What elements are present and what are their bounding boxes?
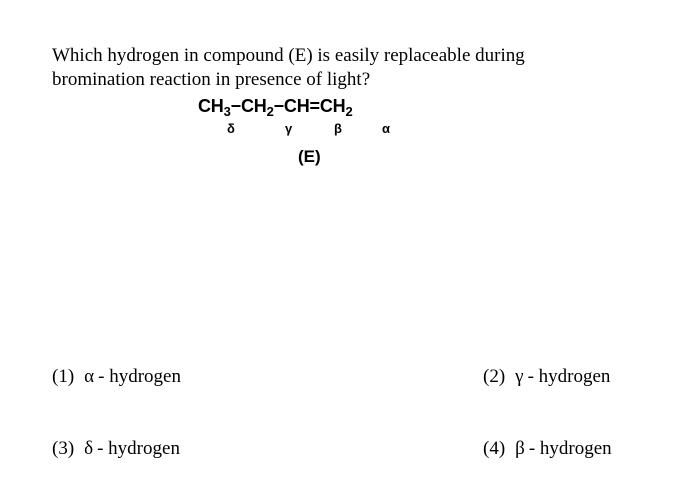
option-number: (3) [52, 438, 75, 459]
option-label: - hydrogen [528, 438, 612, 459]
option-3[interactable] [52, 438, 180, 460]
option-label: - hydrogen [527, 366, 611, 387]
option-1[interactable] [52, 366, 181, 388]
single-bond-1: − [230, 96, 241, 116]
beta-label: β [334, 121, 342, 136]
ch-group: CH [283, 96, 310, 116]
condensed-formula [198, 96, 352, 119]
option-label: - hydrogen [97, 438, 180, 459]
delta-label: δ [227, 121, 235, 136]
option-number: (2) [483, 366, 506, 387]
question-line-1: Which hydrogen in compound (E) is easily replaceable during [52, 45, 525, 66]
option-label: - hydrogen [98, 366, 181, 387]
double-bond: = [309, 96, 320, 116]
alpha-label: α [382, 121, 390, 136]
compound-e-structure [198, 96, 438, 176]
question-line-2: bromination reaction in presence of light? [52, 69, 371, 90]
option-4[interactable] [483, 438, 612, 460]
option-2[interactable] [483, 366, 610, 388]
single-bond-2: − [273, 96, 284, 116]
option-symbol: γ [515, 366, 524, 387]
option-symbol: α [84, 366, 95, 387]
option-symbol: β [515, 438, 525, 459]
compound-label: (E) [298, 147, 321, 166]
ch3-group: $CH_3$ [198, 96, 231, 119]
gamma-label: γ [285, 121, 293, 136]
ch2-group: $CH_2$ [240, 96, 274, 119]
question-text [52, 44, 612, 92]
terminal-ch2-group: $CH_2$ [319, 96, 353, 119]
option-number: (1) [52, 366, 75, 387]
option-number: (4) [483, 438, 506, 459]
option-symbol: δ [84, 438, 94, 459]
